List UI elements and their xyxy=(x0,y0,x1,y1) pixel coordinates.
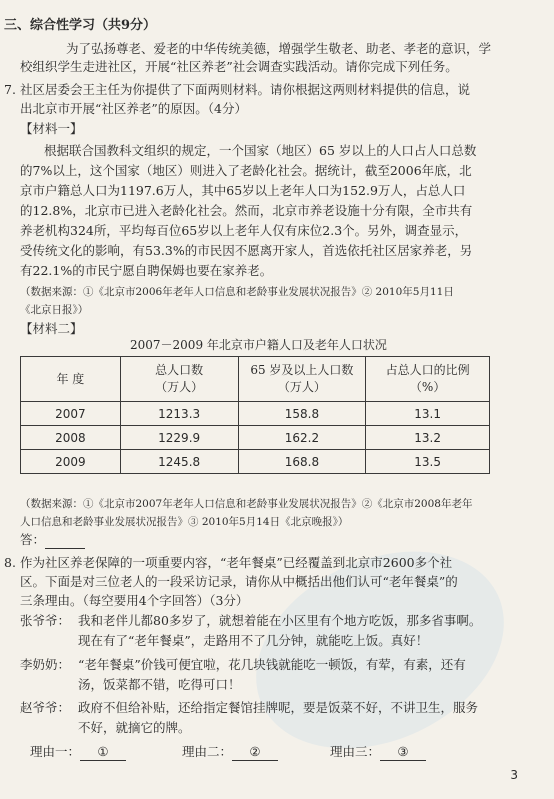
table-row xyxy=(21,426,490,450)
table-row xyxy=(21,450,490,474)
material1-source-2: 《北京日报》） xyxy=(20,304,89,316)
q8-line-1: 作为社区养老保障的一项重要内容，“老年餐桌”已经覆盖到北京市2600多个社 xyxy=(20,555,453,570)
cell-ratio: 13.5 xyxy=(366,450,490,474)
intro-line-2: 校组织学生走进社区，开展“社区养老”社会调查实践活动。请你完成下列任务。 xyxy=(20,59,458,74)
q7-answer[interactable] xyxy=(20,532,85,549)
material2-source-1: （数据来源：①《北京市2007年老年人口信息和老龄事业发展状况报告》②《北京市2008年老年 xyxy=(20,498,473,510)
cell-total: 1213.3 xyxy=(120,402,238,426)
zhao-line-2: 不好，就摘它的牌。 xyxy=(78,720,191,735)
q8-line-3: 三条理由。（每空要用4个字回答）（3分） xyxy=(20,593,249,608)
zhang-line-1: 我和老伴儿都80多岁了，就想着能在小区里有个地方吃饭，那多省事啊。 xyxy=(78,613,482,628)
q7-line-1: 社区居委会王主任为你提供了下面两则材料。请你根据这两则材料提供的信息，说 xyxy=(20,82,471,97)
cell-65plus: 162.2 xyxy=(238,426,366,450)
reason-2-blank[interactable]: ② xyxy=(232,744,278,761)
material1-source-1: （数据来源：①《北京市2006年老年人口信息和老龄事业发展状况报告》② 2010年5月11日 xyxy=(20,286,454,298)
cell-65plus: 158.8 xyxy=(238,402,366,426)
reason-2: 理由二： ② xyxy=(182,744,278,761)
table-header-row xyxy=(21,357,490,402)
zhang-line-2: 现在有了“老年餐桌”，走路用不了几分钟，就能吃上饭。真好！ xyxy=(78,633,429,648)
header-year: 年 度 xyxy=(21,357,121,402)
material1-line-7: 有22.1%的市民宁愿自聘保姆也要在家养老。 xyxy=(20,263,273,278)
q8-number: 8. xyxy=(4,555,16,570)
population-table xyxy=(20,356,490,474)
cell-total: 1245.8 xyxy=(120,450,238,474)
material2-label: 【材料二】 xyxy=(20,321,83,336)
table-title: 2007－2009 年北京市户籍人口及老年人口状况 xyxy=(130,338,387,352)
material1-line-5: 养老机构324所，平均每百位65岁以上老年人仅有床位2.3个。另外，调查显示， xyxy=(20,223,468,238)
material2-source-2: 人口信息和老龄事业发展状况报告》③ 2010年5月14日《北京晚报》） xyxy=(20,516,349,528)
cell-ratio: 13.2 xyxy=(366,426,490,450)
intro-line-1: 为了弘扬尊老、爱老的中华传统美德，增强学生敬老、助老、孝老的意识，学 xyxy=(66,41,492,56)
zhao-line-1: 政府不但给补贴，还给指定餐馆挂牌呢，要是饭菜不好，不讲卫生，服务 xyxy=(78,700,479,715)
li-line-1: “老年餐桌”价钱可便宜啦，花几块钱就能吃一顿饭，有荤，有素，还有 xyxy=(78,657,466,672)
material1-line-1: 根据联合国教科文组织的规定，一个国家（地区）65 岁以上的人口占人口总数 xyxy=(44,143,477,158)
reason-1: 理由一： ① xyxy=(30,744,126,761)
cell-total: 1229.9 xyxy=(120,426,238,450)
answer-blank[interactable] xyxy=(45,532,85,549)
material1-line-6: 受传统文化的影响，有53.3%的市民因不愿离开家人，首选依托社区居家养老，另 xyxy=(20,243,473,258)
table-row xyxy=(21,402,490,426)
cell-ratio: 13.1 xyxy=(366,402,490,426)
answer-label: 答： xyxy=(20,532,46,547)
q7-line-2: 出北京市开展“社区养老”的原因。（4分） xyxy=(20,101,247,116)
page-number: 3 xyxy=(510,768,518,782)
material1-label: 【材料一】 xyxy=(20,121,83,136)
q7-number: 7. xyxy=(4,82,16,97)
material1-line-2: 的7%以上，这个国家（地区）则进入了老龄化社会。据统计，截至2006年底，北 xyxy=(20,163,472,178)
li-line-2: 汤，饭菜都不错，吃得可口！ xyxy=(78,677,241,692)
cell-year: 2009 xyxy=(21,450,121,474)
reason-3-blank[interactable]: ③ xyxy=(380,744,426,761)
material1-line-4: 的12.8%，北京市已进入老龄化社会。然而，北京市养老设施十分有限，全市共有 xyxy=(20,203,473,218)
header-total: 总人口数 （万人） xyxy=(120,357,238,402)
material1-line-3: 京市户籍总人口为1197.6万人，其中65岁以上老年人口为152.9万人，占总人口 xyxy=(20,183,466,198)
reason-1-blank[interactable]: ① xyxy=(80,744,126,761)
header-65plus: 65 岁及以上人口数 （万人） xyxy=(238,357,366,402)
speaker-zhao: 赵爷爷： xyxy=(20,700,71,715)
reason-3: 理由三： ③ xyxy=(330,744,426,761)
section-heading: 三、综合性学习（共9分） xyxy=(4,18,157,33)
header-ratio: 占总人口的比例 （%） xyxy=(366,357,490,402)
cell-65plus: 168.8 xyxy=(238,450,366,474)
cell-year: 2008 xyxy=(21,426,121,450)
cell-year: 2007 xyxy=(21,402,121,426)
speaker-li: 李奶奶： xyxy=(20,657,71,672)
q8-line-2: 区。下面是对三位老人的一段采访记录，请你从中概括出他们认可“老年餐桌”的 xyxy=(20,574,458,589)
speaker-zhang: 张爷爷： xyxy=(20,613,71,628)
